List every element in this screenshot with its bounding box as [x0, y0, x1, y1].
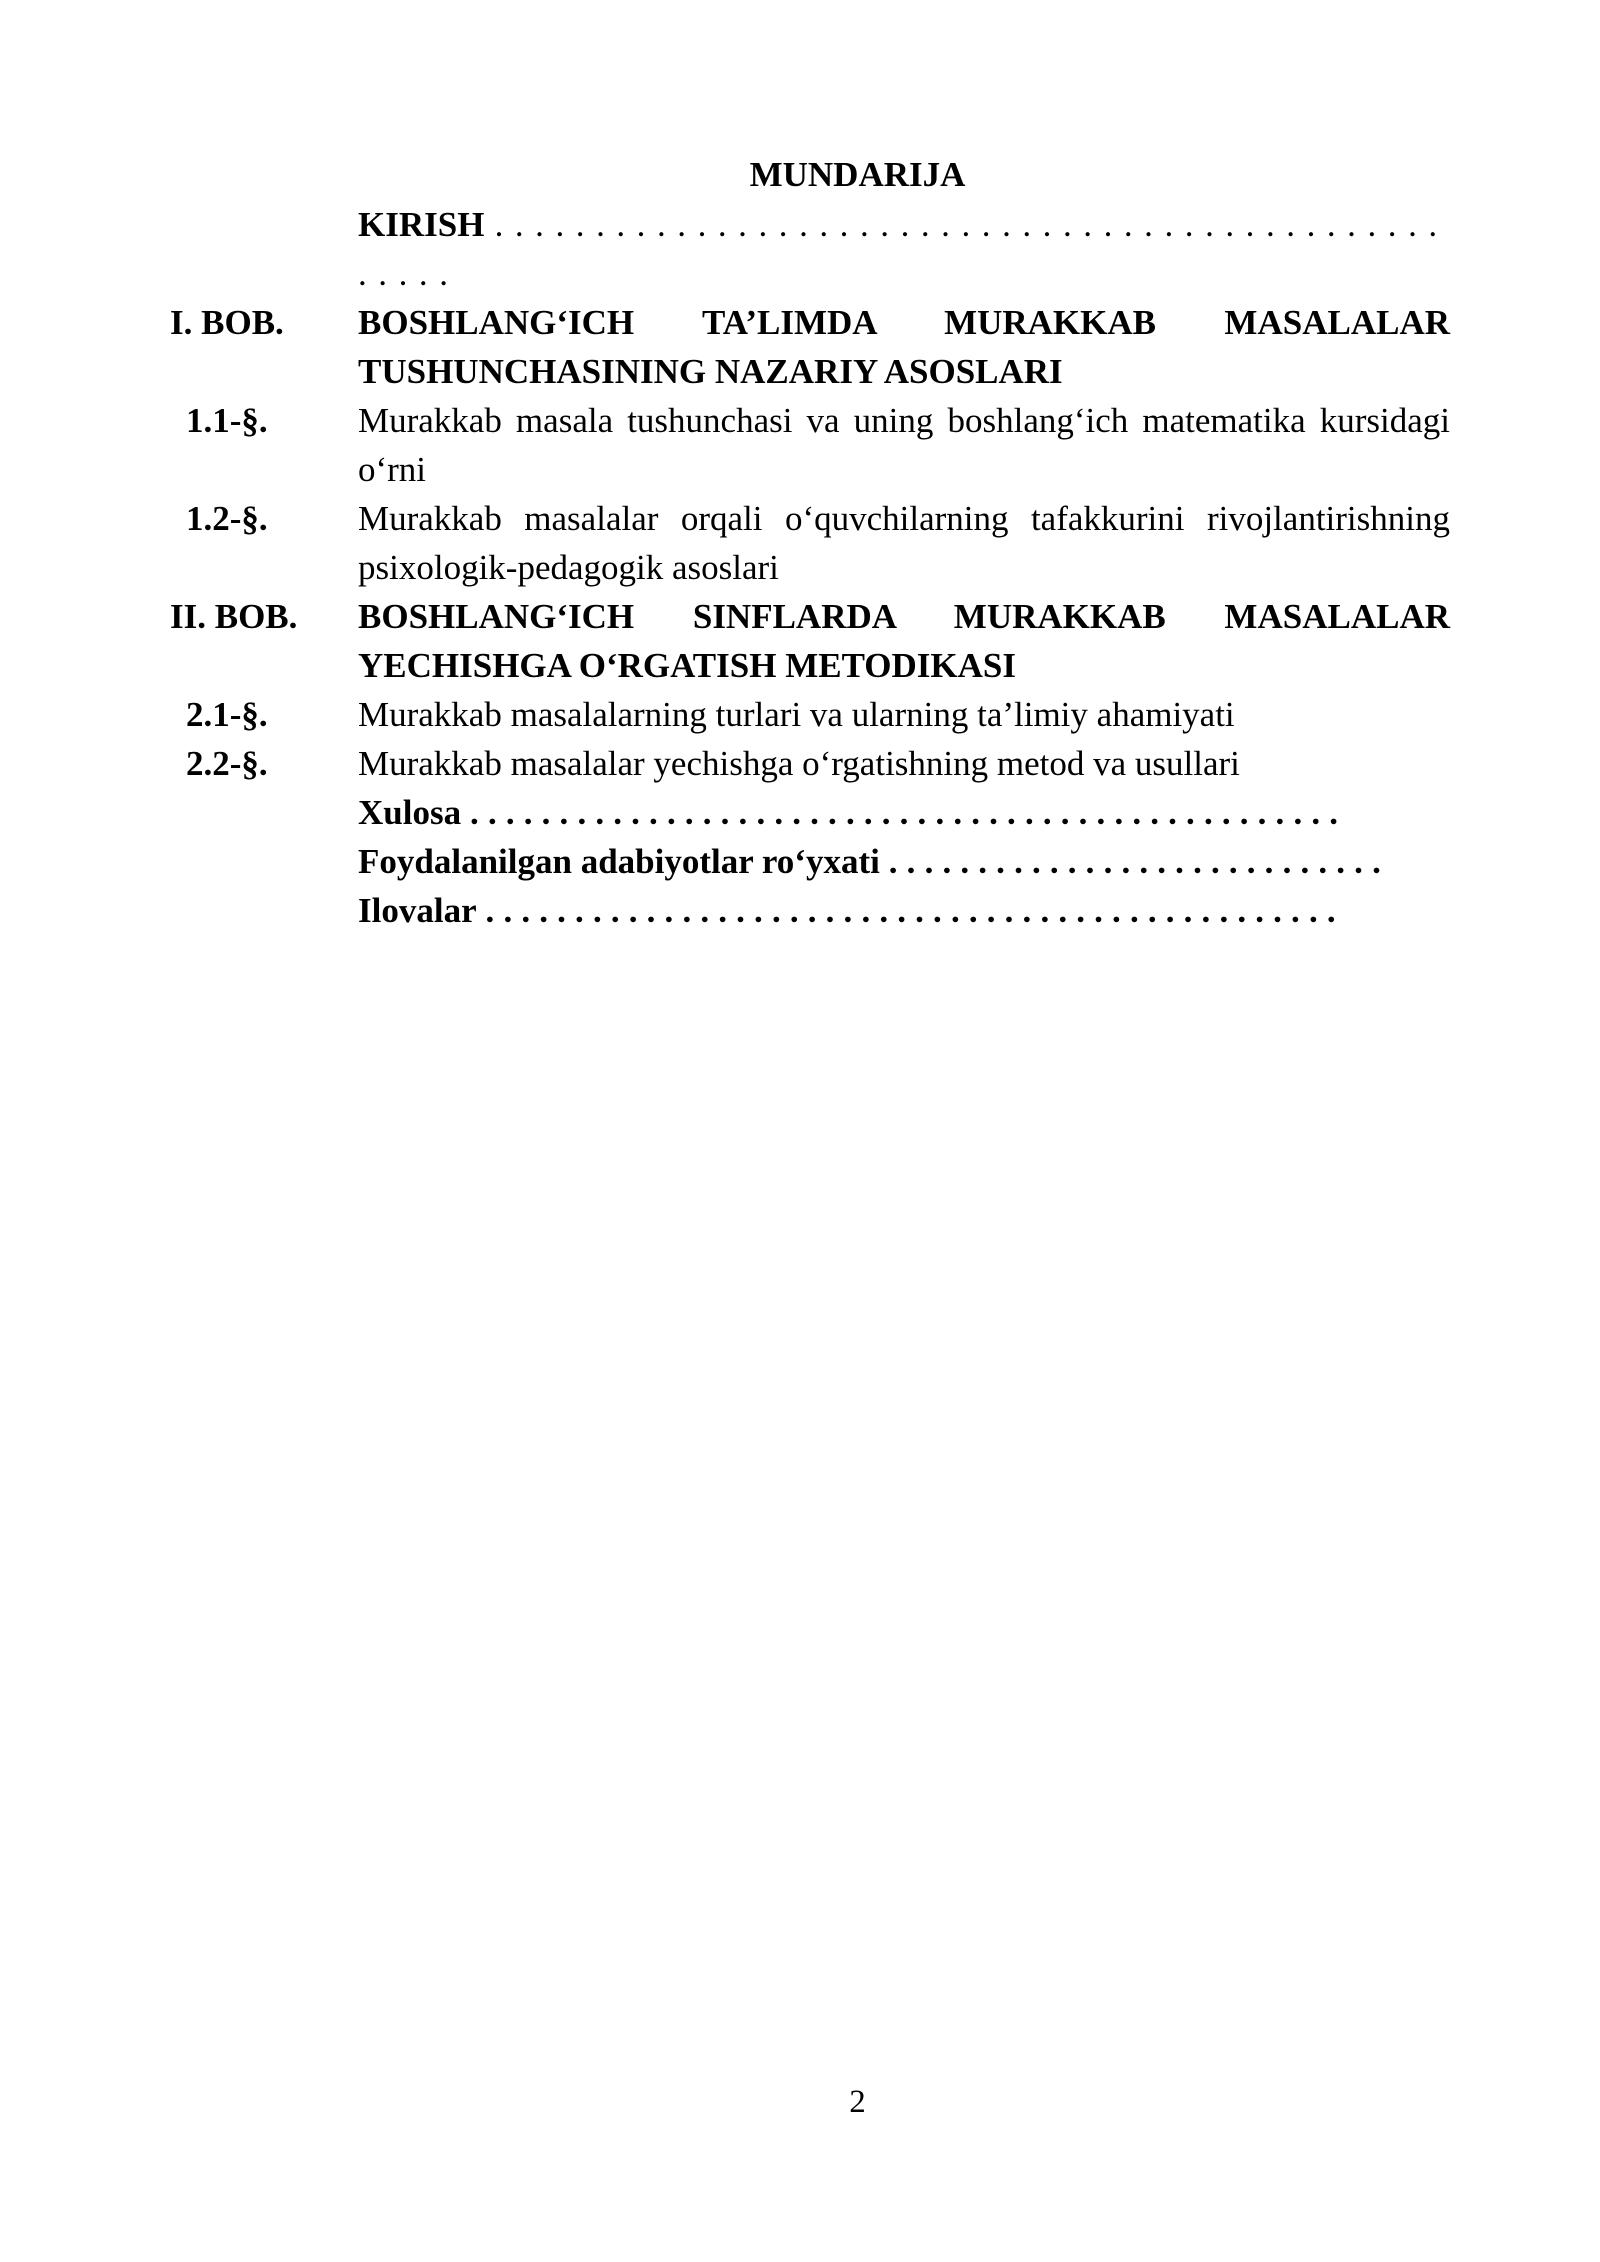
toc-entry-kirish [170, 200, 1450, 298]
toc-entry-ilovalar [170, 886, 1450, 935]
toc-entry-label: Foydalanilgan adabiyotlar ro‘yxati [358, 842, 880, 881]
toc-entry-number: I. BOB. [170, 303, 284, 342]
toc-entry-label: KIRISH [358, 205, 485, 244]
toc-entry-number: 1.1-§. [186, 401, 268, 440]
toc-leader-dots: . . . . . . . . . . . . . . . . . . . . . . . . . . . . . . . . . . . . . . . . . . . . . . . . . . . . [358, 205, 1439, 293]
table-of-contents [170, 200, 1450, 935]
toc-entry-label: Xulosa [358, 793, 462, 832]
toc-entry-xulosa [170, 788, 1450, 837]
toc-entry-text: Murakkab masalalar orqali o‘quvchilarning tafakkurini rivojlantirishning psixologik-pedagogik asoslari [358, 499, 1450, 587]
toc-entry-text: Murakkab masala tushunchasi va uning boshlang‘ich matematika kursidagi o‘rni [358, 401, 1450, 489]
toc-entry-section-2-2 [170, 739, 1450, 788]
toc-leader-dots: . . . . . . . . . . . . . . . . . . . . . . . . . . . . [879, 842, 1382, 881]
toc-entry-section-1-2 [170, 494, 1450, 592]
page-number: 2 [849, 2084, 866, 2120]
toc-entry-number: II. BOB. [170, 597, 298, 636]
toc-entry-text [358, 837, 1450, 886]
toc-entry-bibliography [170, 837, 1450, 886]
toc-leader-dots: . . . . . . . . . . . . . . . . . . . . . . . . . . . . . . . . . . . . . . . . . . . . . . . . [476, 891, 1336, 930]
toc-entry-section-1-1 [170, 396, 1450, 494]
toc-entry-chapter-1 [170, 298, 1450, 396]
toc-entry-number: 2.1-§. [186, 695, 268, 734]
toc-entry-label: Ilovalar [358, 891, 477, 930]
toc-entry-text [358, 200, 1450, 298]
toc-entry-number: 1.2-§. [186, 499, 268, 538]
toc-entry-section-2-1 [170, 690, 1450, 739]
toc-entry-text: Murakkab masalalarning turlari va ularning ta’limiy ahamiyati [358, 695, 1235, 734]
toc-entry-text: BOSHLANG‘ICH SINFLARDA MURAKKAB MASALALAR YECHISHGA O‘RGATISH METODIKASI [358, 597, 1450, 685]
toc-entry-text [358, 886, 1450, 935]
page-title: MUNDARIJA [749, 155, 966, 194]
toc-leader-dots: . . . . . . . . . . . . . . . . . . . . . . . . . . . . . . . . . . . . . . . . . . . . . . . . . [461, 793, 1339, 832]
toc-entry-text: Murakkab masalalar yechishga o‘rgatishning metod va usullari [358, 744, 1240, 783]
toc-entry-text [358, 788, 1450, 837]
toc-entry-chapter-2 [170, 592, 1450, 690]
toc-entry-number: 2.2-§. [186, 744, 268, 783]
toc-entry-text: BOSHLANG‘ICH TA’LIMDA MURAKKAB MASALALAR TUSHUNCHASINING NAZARIY ASOSLARI [358, 303, 1450, 391]
